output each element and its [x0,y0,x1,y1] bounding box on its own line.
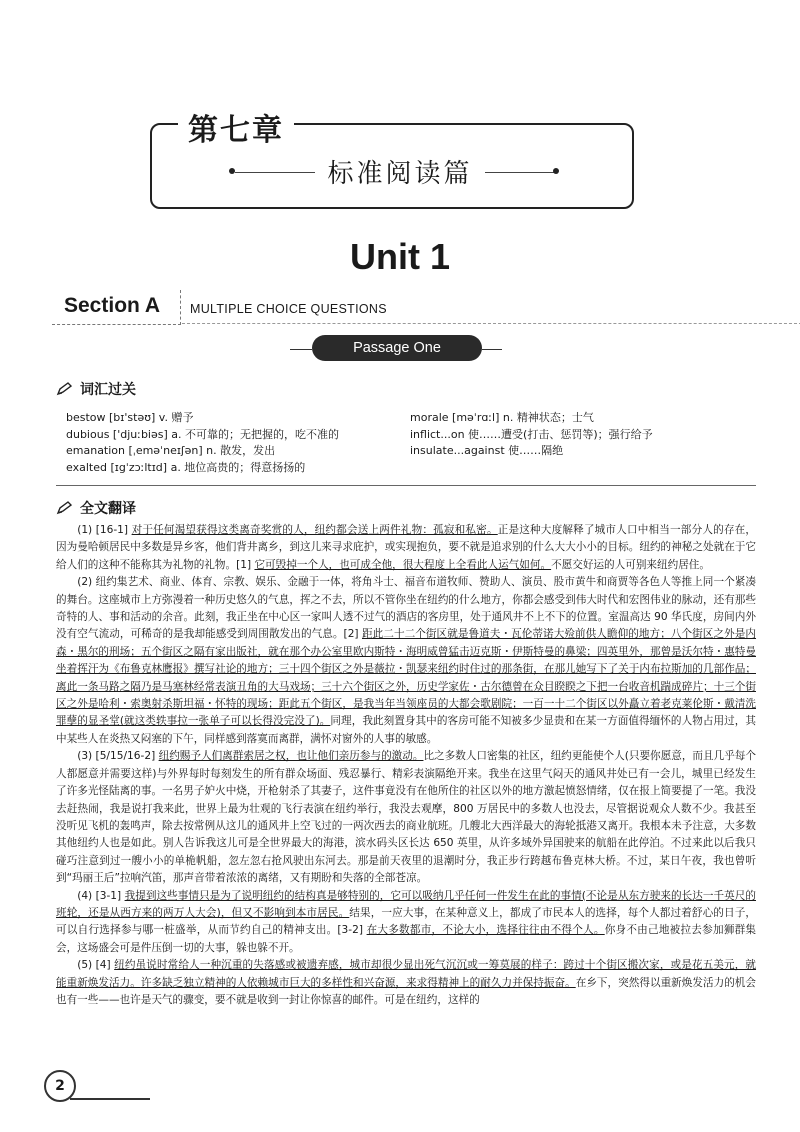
vocab-item: insulate...against 使……隔绝 [410,444,564,458]
chapter-subtitle: 标准阅读篇 [315,159,484,189]
underlined-sentence: 纽约虽说时常给人一种沉重的失落感或被遗弃感，城市却很少显出死气沉沉或一筹莫展的样子：跨过十个街区搬次家，或是花五美元，就能重新焕发活力。 [56,959,757,989]
translation-paragraph [56,574,756,748]
vocab-item: bestow [bɪ'stəʊ] v. 赠予 [66,411,194,424]
underlined-sentence: 在大多数都市，不论大小，选择往往由不得个人。 [366,924,605,937]
paragraph-text: 结果，一应大事，在某种意义上，都成了市民本人的选择，每个人都过着舒心的日子，可以自行选择参与哪一桩盛举，从而节约自己的精神支出。[3-2] [56,906,756,937]
vocab-item: inflict...on 使……遭受(打击、惩罚等)；强行给予 [410,427,653,441]
vocab-column-left [66,410,396,476]
chapter-title: 第七章 [178,105,294,149]
vocab-item: exalted [ɪgˈzɔːltɪd] a. 地位高贵的；得意扬扬的 [66,460,306,474]
translation-body [56,522,756,1009]
vocab-item: morale [məˈrɑːl] n. 精神状态；士气 [410,411,594,424]
paragraph-text: 同理，我此刻置身其中的客房可能不知被多少显贵和在某一方面值得缅怀的人物占用过，其中某些人在炎热又闷塞的下午，同样感到落寞而离群，满怀对窗外的人事的敏感。 [56,715,757,745]
vocab-item: dubious ['djuːbiəs] a. 不可靠的；无把握的，吃不准的 [66,427,340,441]
underlined-sentence: 它可毁掉一个人，也可成全他，很大程度上全看此人运气如何。 [254,558,552,571]
paragraph-text: 你身不由己地被拉去参加狮群集会，这场盛会可是件压倒一切的大事，躲也躲不开。 [56,924,757,954]
paragraph-text: (1) [16-1] [77,524,132,536]
chapter-subtitle-row [0,153,800,190]
unit-title: Unit 1 [349,236,450,277]
vocab-divider [56,485,756,486]
underlined-sentence: 距此二十二个街区就是鲁道夫・瓦伦蒂诺大殓前供人瞻仰的地方；八个街区之外是内森・黑尔的刑场；五个街区之隔有家出版社，就在那个办公室里欧内斯特・海明威曾猛击迈克斯・伊斯特曼的鼻梁；四英里外，那曾是沃尔特・惠特曼坐着挥汗为《布鲁克林鹰报》撰写社论的地方；三十四个街区之外是薇拉・凯瑟来纽约时住过的那条街，在那儿她写下了关于内布拉斯加的几部作品；离此一条马路之隔乃是马塞林经常表演丑角的大马戏场；三十六个街区之外，历史学家佐・古尔德曾在众目睽睽之下把一台收音机踹成碎片；十三个街区之外是哈利・索奥射杀斯坦福・怀特的现场；距此五个街区，是我当年当领座员的大都会歌剧院；一百一十二个街区以外矗立着老克莱伦斯・戴清洗罪孽的显圣堂(就这类轶事拉一张单子可以长得没完没了)。 [56,628,757,728]
vocab-item: emanation [ˌeməˈneɪʃən] n. 散发，发出 [66,444,276,458]
underlined-sentence: 许多缺乏独立精神的人依赖城市巨大的多样性和兴奋源，来求得精神上的耐久力并保持振奋。 [140,976,576,989]
vocab-heading [56,379,136,399]
section-type: MULTIPLE CHOICE QUESTIONS [190,302,387,316]
underlined-sentence: 我提到这些事情只是为了说明纽约的结构真是够特别的，它可以吸纳几乎任何一件发生在此的事情(不论是从东方驶来的长达一千英尺的班轮，还是从西方来的两万人大会)，但又不影响到本市居民。 [56,889,756,919]
translation-paragraph [56,888,756,958]
translation-paragraph [56,522,756,574]
underlined-sentence: 对于任何渴望获得这类离奇奖赏的人，纽约都会送上两件礼物：孤寂和私密。 [131,524,498,536]
page-number: 2 [44,1070,76,1102]
vocab-column-right [410,410,756,460]
section-label: Section A [64,294,161,317]
translation-paragraph [56,748,756,887]
paragraph-text: 在乡下，突然得以重新焕发活力的机会也有一些——也许是天气的骤变，要不就是收到一封让你惊喜的邮件。可是在纽约，这样的 [56,976,757,1006]
paragraph-text: 不愿交好运的人可别来纽约居住。 [551,558,710,571]
pencil-icon [56,501,74,515]
paragraph-text: 正是这种大度解释了城市人口中相当一部分人的存在，因为曼哈顿居民中多数是异乡客，他们背井离乡，到这儿来寻求庇护，或实现抱负，要不就是追求别的什么大大小小的目标。纽约的神秘之处就在于它给人们的这种不能称其为礼物的礼物。[1] [56,524,757,571]
page-number-rule [70,1098,150,1100]
passage-label: Passage One [312,335,482,361]
vocab-heading-text: 词汇过关 [80,382,136,398]
passage-rule-right [482,349,502,350]
paragraph-text: (3) [5/15/16-2] [77,750,159,763]
translation-paragraph [56,957,756,1009]
paragraph-text: (2) 纽约集艺术、商业、体育、宗教、娱乐、金融于一体，将角斗士、福音布道牧师、赞助人、演员、股市黄牛和商贾等各色人等推上同一个紧凑的舞台。这座城市上方弥漫着一种历史悠久的气息，挥之不去，所以不管你坐在纽约的什么地方，你都会感受到伟大时代和宏图伟业的脉动，还有那些奇特的人、事和活动的余音。此刻，我正坐在中心区一家叫人透不过气的酒店的客房里，处于通风井不上不下的位置。室温高达 90 华氏度，房间内外没有空气流动，可稀奇的是我却能感受到周围散发出的气息。[2] [56,576,756,641]
passage-rule-left [290,349,312,350]
paragraph-text: 比之多数人口密集的社区，纽约更能使个人(只要你愿意，而且几乎每个人都愿意并需要这样)与外界每时每刻发生的所有群众场面、残忍暴行、精彩表演隔绝开来。我坐在这里气闷天的通风井处已有一会儿，城里已经发生了许多光怪陆离的事。一名男子妒火中烧，开枪射杀了其妻子，这件事竟没有在他所住的社区以外的地方激起愤怒情绪，仅在报上简要提了一笔。我没去赶热闹，我是说打我来此，世界上最为壮观的飞行表演在纽约举行，我没去观摩，800 万居民中的多数人也没去，尽管据说观众人数不少。我甚至没听见飞机的轰鸣声，除去按常例从这儿的通风井上空飞过的一两次西去的商业航班。几艘北大西洋最大的海轮抵港又离开。我根本未予注意，大多数其他纽约人也是如此。别人告诉我这儿可是全世界最大的海港，滨水码头区长达 650 英里，从许多域外异国驶来的航船在此停泊。不过来此以后我只碰巧注意到过一艘小小的单桅帆船，忽左忽右抢风驶出东河去。那是前天夜里的退潮时分，我正步行跨越布鲁克林大桥。不过，某日午夜，我也曾听到“玛丽王后”拉响汽笛，那声音带着浓浓的离绪，又有期盼和失落的全部苍凉。 [56,750,756,885]
pencil-icon [56,382,74,396]
section-header [52,296,752,322]
translation-heading [56,498,136,518]
section-divider [182,323,800,324]
paragraph-text: (5) [4] [77,959,115,972]
underlined-sentence: 纽约赐予人们离群索居之权，也让他们亲历参与的激动。 [158,750,424,763]
translation-heading-text: 全文翻译 [80,501,136,517]
paragraph-text: (4) [3-1] [77,889,125,902]
